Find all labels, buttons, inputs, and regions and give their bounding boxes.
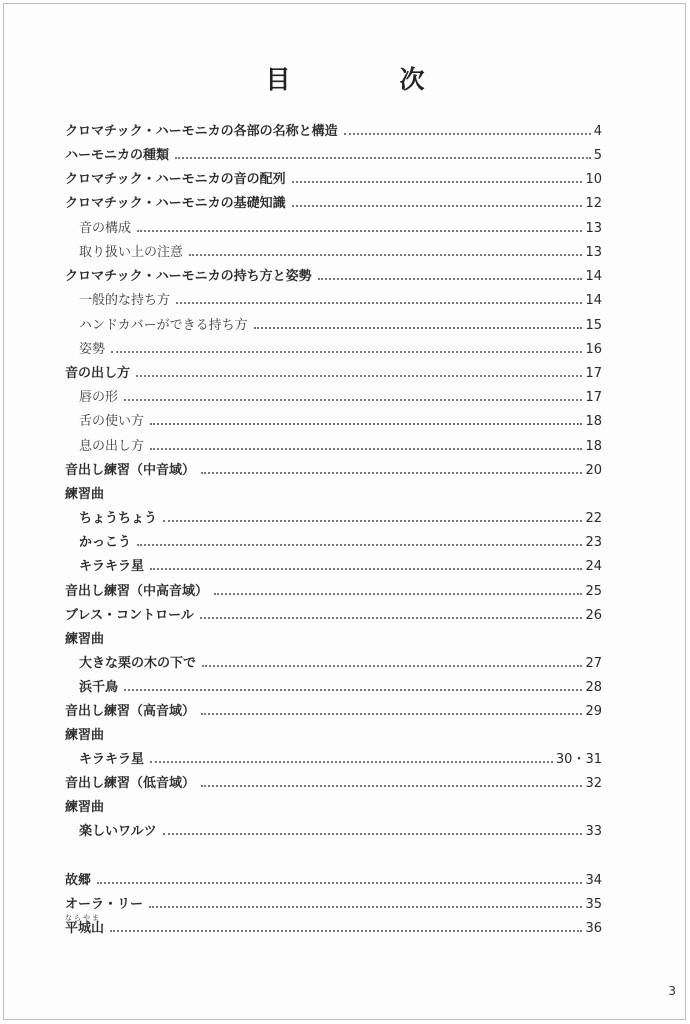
toc-entry bbox=[65, 724, 602, 748]
toc-leader-dots bbox=[189, 254, 582, 256]
toc-entry-label: クロマチック・ハーモニカの音の配列 bbox=[65, 172, 286, 187]
toc-leader-dots bbox=[149, 906, 582, 908]
toc-leader-dots bbox=[254, 327, 583, 329]
toc-entry bbox=[65, 483, 602, 507]
toc-entry-page: 5 bbox=[593, 148, 602, 163]
toc-entry bbox=[65, 914, 602, 941]
toc-leader-dots bbox=[137, 230, 582, 232]
toc-entry bbox=[65, 604, 602, 628]
toc-leader-dots bbox=[110, 930, 582, 932]
toc-entry-page: 36 bbox=[585, 921, 602, 936]
toc-leader-dots bbox=[201, 785, 582, 787]
toc-entry bbox=[65, 144, 602, 168]
toc-entry-page: 24 bbox=[585, 559, 602, 574]
toc-entry-label: ブレス・コントロール bbox=[65, 608, 194, 623]
toc-entry-label: 練習曲 bbox=[65, 728, 105, 743]
toc-leader-dots bbox=[97, 882, 582, 884]
toc-entry-page: 17 bbox=[585, 390, 602, 405]
toc-entry bbox=[65, 507, 602, 531]
toc-entry-page: 13 bbox=[585, 221, 602, 236]
toc-entry-page: 13 bbox=[585, 245, 602, 260]
toc-entry-label: キラキラ星 bbox=[79, 559, 145, 574]
toc-leader-dots bbox=[124, 399, 582, 401]
toc-entry-page: 4 bbox=[593, 124, 602, 139]
toc-entry-page: 16 bbox=[585, 342, 602, 357]
toc-entry bbox=[65, 314, 602, 338]
toc-entry bbox=[65, 748, 602, 772]
toc-leader-dots bbox=[214, 593, 582, 595]
toc-entry bbox=[65, 362, 602, 386]
toc-entry bbox=[65, 893, 602, 917]
toc-entry bbox=[65, 265, 602, 289]
toc-entry-label: 取り扱い上の注意 bbox=[79, 245, 184, 260]
toc-entry-label: かっこう bbox=[79, 535, 132, 550]
toc-entry-label: 一般的な持ち方 bbox=[79, 293, 171, 308]
toc-entry-label: クロマチック・ハーモニカの基礎知識 bbox=[65, 196, 286, 211]
toc-entry-label: 唇の形 bbox=[79, 390, 119, 405]
toc-entry-label: 故郷 bbox=[65, 873, 92, 888]
toc-entry-page: 23 bbox=[585, 535, 602, 550]
toc-entry-label: 音の出し方 bbox=[65, 366, 131, 381]
toc-entry bbox=[65, 120, 602, 144]
toc-entry bbox=[65, 652, 602, 676]
toc-entry-page: 35 bbox=[585, 897, 602, 912]
toc-leader-dots bbox=[175, 157, 591, 159]
toc-entry-page: 22 bbox=[585, 511, 602, 526]
toc-entry-label: 音出し練習（低音域） bbox=[65, 776, 196, 791]
toc-entry bbox=[65, 580, 602, 604]
page-number: 3 bbox=[668, 984, 676, 998]
toc-entry-label: 音の構成 bbox=[79, 221, 132, 236]
toc-leader-dots bbox=[344, 133, 591, 135]
toc-entry-page: 12 bbox=[585, 196, 602, 211]
toc-entry-page: 33 bbox=[585, 824, 602, 839]
toc-entry-page: 14 bbox=[585, 269, 602, 284]
toc-entry bbox=[65, 217, 602, 241]
toc-entry bbox=[65, 531, 602, 555]
toc-entry bbox=[65, 628, 602, 652]
toc-entry bbox=[65, 241, 602, 265]
toc-leader-dots bbox=[136, 375, 582, 377]
toc-leader-dots bbox=[176, 302, 582, 304]
toc-entry-label: クロマチック・ハーモニカの各部の名称と構造 bbox=[65, 124, 338, 139]
page-title: 目 次 bbox=[265, 65, 467, 94]
toc-entry-label: クロマチック・ハーモニカの持ち方と姿勢 bbox=[65, 269, 312, 284]
toc-entry-label: 浜千鳥 bbox=[79, 680, 119, 695]
toc-entry-label: 大きな栗の木の下で bbox=[79, 656, 197, 671]
toc-leader-dots bbox=[150, 761, 553, 763]
toc-entry bbox=[65, 338, 602, 362]
toc-entry-page: 20 bbox=[585, 463, 602, 478]
toc-entry bbox=[65, 772, 602, 796]
toc-entry-label: 音出し練習（中音域） bbox=[65, 463, 196, 478]
toc-entry-label: 音出し練習（中高音域） bbox=[65, 584, 209, 599]
toc-leader-dots bbox=[150, 568, 582, 570]
toc-entry-label: 練習曲 bbox=[65, 487, 105, 502]
toc-entry-page: 15 bbox=[585, 318, 602, 333]
toc-entry bbox=[65, 869, 602, 893]
toc-entry-page: 14 bbox=[585, 293, 602, 308]
toc-entry bbox=[65, 555, 602, 579]
toc-leader-dots bbox=[163, 520, 582, 522]
toc-entry-label: 姿勢 bbox=[79, 342, 106, 357]
toc-entry-page: 10 bbox=[585, 172, 602, 187]
toc-entry bbox=[65, 168, 602, 192]
toc-leader-dots bbox=[292, 205, 583, 207]
toc-leader-dots bbox=[150, 423, 582, 425]
toc-entry bbox=[65, 459, 602, 483]
toc-entry bbox=[65, 796, 602, 820]
toc-entry-label: 練習曲 bbox=[65, 800, 105, 815]
toc-entry-page: 28 bbox=[585, 680, 602, 695]
toc-entry-label: ハーモニカの種類 bbox=[65, 148, 170, 163]
toc-entry-page: 18 bbox=[585, 414, 602, 429]
toc-entry bbox=[65, 676, 602, 700]
toc-leader-dots bbox=[200, 617, 583, 619]
toc-leader-dots bbox=[124, 689, 582, 691]
toc-entry-label: 音出し練習（高音域） bbox=[65, 704, 196, 719]
toc-leader-dots bbox=[201, 472, 582, 474]
toc-leader-dots bbox=[163, 833, 583, 835]
toc-leader-dots bbox=[201, 713, 582, 715]
toc-leader-dots bbox=[111, 351, 582, 353]
furigana-naraya: ならやま bbox=[65, 914, 101, 922]
toc-entry-page: 34 bbox=[585, 873, 602, 888]
toc-entry bbox=[65, 435, 602, 459]
toc-entry bbox=[65, 700, 602, 724]
toc-entry-page: 26 bbox=[585, 608, 602, 623]
toc-entry-page: 17 bbox=[585, 366, 602, 381]
toc-entry-label: 息の出し方 bbox=[79, 439, 145, 454]
toc-entry bbox=[65, 410, 602, 434]
toc-entry-page: 27 bbox=[585, 656, 602, 671]
toc-entry bbox=[65, 289, 602, 313]
toc-entry bbox=[65, 192, 602, 216]
toc-leader-dots bbox=[292, 181, 583, 183]
toc-entry-label: キラキラ星 bbox=[79, 752, 145, 767]
toc-entry bbox=[65, 820, 602, 844]
toc-entry-label: ハンドカバーができる持ち方 bbox=[79, 318, 248, 333]
toc-leader-dots bbox=[202, 665, 582, 667]
toc-entry-label: 楽しいワルツ bbox=[79, 824, 157, 839]
toc-leader-dots bbox=[150, 448, 582, 450]
toc-entry-label: オーラ・リー bbox=[65, 897, 144, 912]
toc-entry-page: 18 bbox=[585, 439, 602, 454]
toc-leader-dots bbox=[137, 544, 582, 546]
toc-entry-page: 29 bbox=[585, 704, 602, 719]
toc-entry bbox=[65, 386, 602, 410]
toc-entry-label: 練習曲 bbox=[65, 632, 105, 647]
toc-entry-page: 30・31 bbox=[555, 752, 602, 767]
toc-entry-label: ちょうちょう bbox=[79, 511, 158, 526]
toc-entry-page: 32 bbox=[585, 776, 602, 791]
toc-entry-label: 平城山 bbox=[65, 921, 105, 936]
toc-leader-dots bbox=[318, 278, 583, 280]
toc-entry-label: 舌の使い方 bbox=[79, 414, 145, 429]
toc-entry-page: 25 bbox=[585, 584, 602, 599]
